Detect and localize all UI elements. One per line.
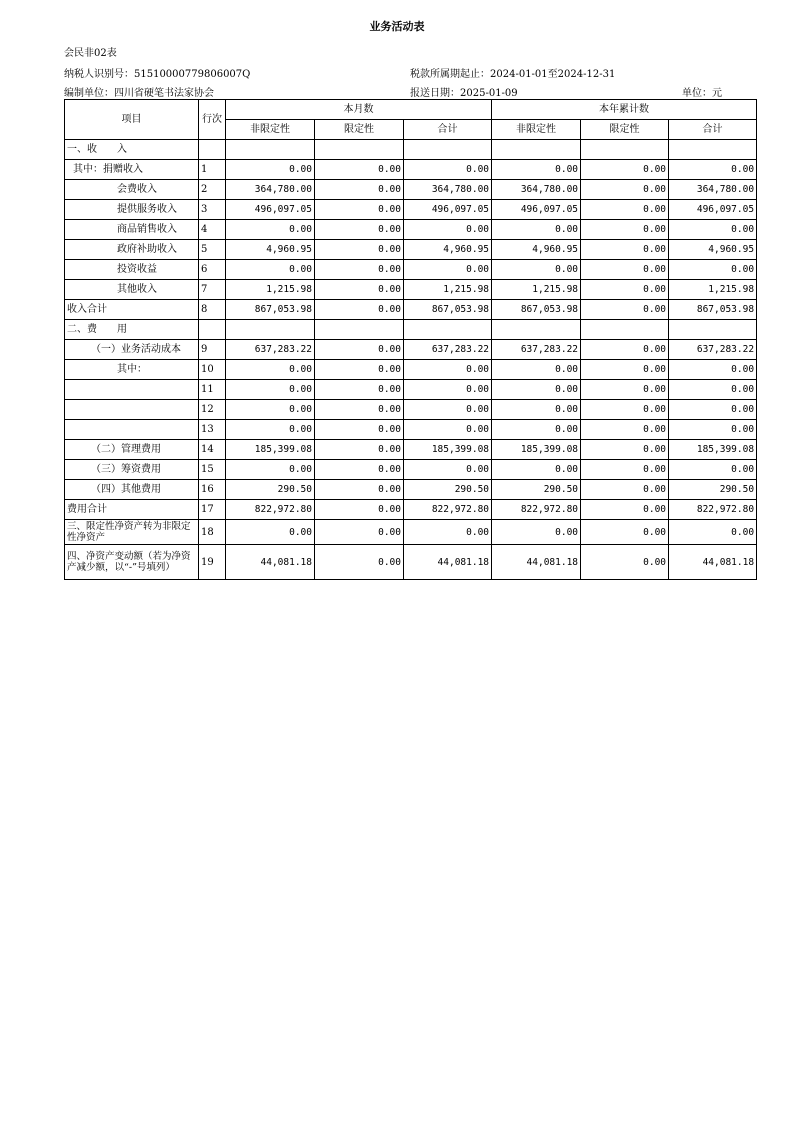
cell-year-total: 822,972.80 [669,500,757,520]
cell-year-unrestricted: 290.50 [492,480,581,500]
cell-month-restricted: 0.00 [315,160,404,180]
cell-month-unrestricted: 0.00 [226,360,315,380]
cell-month-unrestricted: 0.00 [226,420,315,440]
row-line: 8 [199,300,226,320]
cell-year-total: 496,097.05 [669,200,757,220]
table-row [65,340,757,360]
cell-month-unrestricted [226,320,315,340]
cell-year-unrestricted: 0.00 [492,460,581,480]
cell-year-total: 0.00 [669,420,757,440]
table-row [65,480,757,500]
cell-year-restricted: 0.00 [581,480,669,500]
cell-month-unrestricted: 496,097.05 [226,200,315,220]
cell-year-unrestricted [492,140,581,160]
cell-year-unrestricted: 867,053.98 [492,300,581,320]
report-date: 报送日期：2025-01-09 [410,88,518,99]
cell-month-unrestricted: 0.00 [226,220,315,240]
cell-month-total: 0.00 [404,400,492,420]
cell-month-total: 0.00 [404,520,492,545]
cell-year-total: 0.00 [669,260,757,280]
header-year-group: 本年累计数 [492,100,757,120]
table-row [65,240,757,260]
row-item: 提供服务收入 [65,200,199,220]
row-line: 9 [199,340,226,360]
cell-month-total: 0.00 [404,420,492,440]
cell-year-unrestricted: 4,960.95 [492,240,581,260]
cell-month-restricted: 0.00 [315,260,404,280]
currency-unit: 单位：元 [682,88,722,99]
row-line: 1 [199,160,226,180]
cell-year-unrestricted: 0.00 [492,160,581,180]
table-row [65,260,757,280]
row-item: 投资收益 [65,260,199,280]
row-line: 3 [199,200,226,220]
cell-month-total: 4,960.95 [404,240,492,260]
row-item [65,400,199,420]
cell-year-total: 637,283.22 [669,340,757,360]
cell-month-unrestricted: 44,081.18 [226,545,315,580]
row-line: 2 [199,180,226,200]
cell-month-unrestricted: 867,053.98 [226,300,315,320]
unit-name: 编制单位：四川省硬笔书法家协会 [64,88,214,99]
row-line: 18 [199,520,226,545]
cell-month-total [404,320,492,340]
cell-year-total: 185,399.08 [669,440,757,460]
table-row [65,440,757,460]
cell-month-total: 44,081.18 [404,545,492,580]
cell-year-total: 4,960.95 [669,240,757,260]
cell-year-restricted: 0.00 [581,380,669,400]
cell-year-restricted: 0.00 [581,260,669,280]
row-item: 二、费 用 [65,320,199,340]
row-line: 14 [199,440,226,460]
cell-month-total: 0.00 [404,460,492,480]
cell-year-restricted: 0.00 [581,545,669,580]
activity-report-table [64,99,757,580]
row-line: 7 [199,280,226,300]
report-title: 业务活动表 [369,20,425,33]
header-line: 行次 [199,100,226,140]
table-row [65,545,757,580]
cell-month-restricted: 0.00 [315,240,404,260]
cell-year-restricted: 0.00 [581,180,669,200]
row-item: 三、限定性净资产转为非限定性净资产 [65,520,199,545]
row-line: 6 [199,260,226,280]
cell-month-unrestricted: 637,283.22 [226,340,315,360]
cell-month-total: 364,780.00 [404,180,492,200]
cell-year-restricted [581,140,669,160]
cell-month-total: 0.00 [404,260,492,280]
cell-month-restricted: 0.00 [315,200,404,220]
cell-year-restricted: 0.00 [581,200,669,220]
cell-year-restricted: 0.00 [581,160,669,180]
cell-year-restricted: 0.00 [581,460,669,480]
tax-period: 税款所属期起止：2024-01-01至2024-12-31 [410,69,616,80]
cell-year-total: 290.50 [669,480,757,500]
cell-year-unrestricted: 44,081.18 [492,545,581,580]
row-item: 其中：捐赠收入 [65,160,199,180]
cell-month-restricted: 0.00 [315,545,404,580]
cell-month-restricted: 0.00 [315,480,404,500]
cell-month-restricted: 0.00 [315,300,404,320]
cell-month-total: 867,053.98 [404,300,492,320]
cell-month-unrestricted: 0.00 [226,520,315,545]
cell-year-unrestricted: 0.00 [492,260,581,280]
table-row [65,500,757,520]
row-line: 5 [199,240,226,260]
row-line [199,140,226,160]
row-item: 其中： [65,360,199,380]
table-row [65,180,757,200]
cell-month-restricted: 0.00 [315,340,404,360]
row-line: 16 [199,480,226,500]
cell-year-total: 0.00 [669,400,757,420]
taxpayer-id: 纳税人识别号：51510000779806007Q [64,69,251,80]
row-line: 10 [199,360,226,380]
cell-month-restricted: 0.00 [315,520,404,545]
table-row [65,360,757,380]
cell-month-unrestricted: 364,780.00 [226,180,315,200]
cell-year-restricted: 0.00 [581,240,669,260]
cell-year-unrestricted [492,320,581,340]
table-row [65,140,757,160]
cell-year-total: 0.00 [669,220,757,240]
cell-month-total: 1,215.98 [404,280,492,300]
cell-year-restricted [581,320,669,340]
cell-year-unrestricted: 0.00 [492,420,581,440]
row-item: 费用合计 [65,500,199,520]
cell-year-unrestricted: 496,097.05 [492,200,581,220]
cell-month-unrestricted: 1,215.98 [226,280,315,300]
cell-month-total: 0.00 [404,160,492,180]
cell-month-unrestricted: 0.00 [226,260,315,280]
row-item [65,420,199,440]
row-item: 收入合计 [65,300,199,320]
cell-month-unrestricted: 0.00 [226,400,315,420]
cell-month-restricted: 0.00 [315,360,404,380]
cell-month-total: 822,972.80 [404,500,492,520]
cell-year-restricted: 0.00 [581,440,669,460]
cell-year-unrestricted: 0.00 [492,380,581,400]
cell-month-total: 185,399.08 [404,440,492,460]
cell-month-unrestricted: 0.00 [226,380,315,400]
cell-year-unrestricted: 0.00 [492,360,581,380]
table-row [65,300,757,320]
row-item: 一、收 入 [65,140,199,160]
row-line: 17 [199,500,226,520]
cell-month-total: 0.00 [404,380,492,400]
cell-year-restricted: 0.00 [581,280,669,300]
cell-month-restricted [315,320,404,340]
table-row [65,220,757,240]
table-row [65,400,757,420]
cell-year-restricted: 0.00 [581,220,669,240]
cell-month-total [404,140,492,160]
cell-month-restricted: 0.00 [315,220,404,240]
row-line: 4 [199,220,226,240]
table-row [65,320,757,340]
cell-year-total: 867,053.98 [669,300,757,320]
row-item: （三）筹资费用 [65,460,199,480]
row-item: （二）管理费用 [65,440,199,460]
header-month-total: 合计 [404,120,492,140]
cell-year-total: 0.00 [669,360,757,380]
cell-year-unrestricted: 0.00 [492,220,581,240]
cell-year-total: 0.00 [669,520,757,545]
header-item: 项目 [65,100,199,140]
header-year-unrestricted: 非限定性 [492,120,581,140]
cell-year-restricted: 0.00 [581,300,669,320]
row-line: 19 [199,545,226,580]
row-item: （一）业务活动成本 [65,340,199,360]
cell-year-total: 0.00 [669,380,757,400]
row-line: 13 [199,420,226,440]
cell-month-total: 0.00 [404,220,492,240]
row-line: 15 [199,460,226,480]
cell-month-restricted: 0.00 [315,460,404,480]
cell-year-total: 364,780.00 [669,180,757,200]
cell-month-unrestricted: 290.50 [226,480,315,500]
cell-year-restricted: 0.00 [581,500,669,520]
cell-month-total: 0.00 [404,360,492,380]
cell-year-unrestricted: 364,780.00 [492,180,581,200]
cell-year-unrestricted: 185,399.08 [492,440,581,460]
table-row [65,200,757,220]
cell-year-restricted: 0.00 [581,520,669,545]
cell-year-total: 0.00 [669,160,757,180]
cell-month-restricted: 0.00 [315,500,404,520]
table-row [65,420,757,440]
cell-year-restricted: 0.00 [581,400,669,420]
cell-month-unrestricted: 4,960.95 [226,240,315,260]
table-row [65,280,757,300]
cell-month-unrestricted: 822,972.80 [226,500,315,520]
cell-month-total: 290.50 [404,480,492,500]
table-row [65,520,757,545]
row-item: 四、净资产变动额（若为净资产减少额，以“-”号填列） [65,545,199,580]
cell-year-total [669,140,757,160]
cell-month-unrestricted: 0.00 [226,460,315,480]
cell-month-total: 496,097.05 [404,200,492,220]
cell-year-unrestricted: 637,283.22 [492,340,581,360]
row-item: 会费收入 [65,180,199,200]
header-month-group: 本月数 [226,100,492,120]
cell-month-total: 637,283.22 [404,340,492,360]
cell-month-unrestricted [226,140,315,160]
cell-month-restricted: 0.00 [315,440,404,460]
cell-year-restricted: 0.00 [581,340,669,360]
cell-month-unrestricted: 185,399.08 [226,440,315,460]
cell-year-unrestricted: 0.00 [492,520,581,545]
cell-month-restricted: 0.00 [315,380,404,400]
cell-year-unrestricted: 0.00 [492,400,581,420]
cell-year-total: 44,081.18 [669,545,757,580]
cell-year-restricted: 0.00 [581,360,669,380]
row-line: 11 [199,380,226,400]
cell-year-restricted: 0.00 [581,420,669,440]
cell-year-unrestricted: 822,972.80 [492,500,581,520]
row-item: （四）其他费用 [65,480,199,500]
row-item: 商品销售收入 [65,220,199,240]
table-row [65,460,757,480]
cell-month-restricted: 0.00 [315,280,404,300]
table-row [65,160,757,180]
table-row [65,380,757,400]
cell-month-restricted: 0.00 [315,420,404,440]
cell-month-unrestricted: 0.00 [226,160,315,180]
header-month-unrestricted: 非限定性 [226,120,315,140]
cell-month-restricted: 0.00 [315,180,404,200]
cell-year-total: 1,215.98 [669,280,757,300]
header-year-restricted: 限定性 [581,120,669,140]
row-line [199,320,226,340]
row-item: 其他收入 [65,280,199,300]
cell-year-total [669,320,757,340]
cell-year-unrestricted: 1,215.98 [492,280,581,300]
row-item: 政府补助收入 [65,240,199,260]
cell-month-restricted [315,140,404,160]
row-item [65,380,199,400]
cell-year-total: 0.00 [669,460,757,480]
cell-month-restricted: 0.00 [315,400,404,420]
header-month-restricted: 限定性 [315,120,404,140]
header-year-total: 合计 [669,120,757,140]
form-code: 会民非02表 [64,48,117,59]
row-line: 12 [199,400,226,420]
